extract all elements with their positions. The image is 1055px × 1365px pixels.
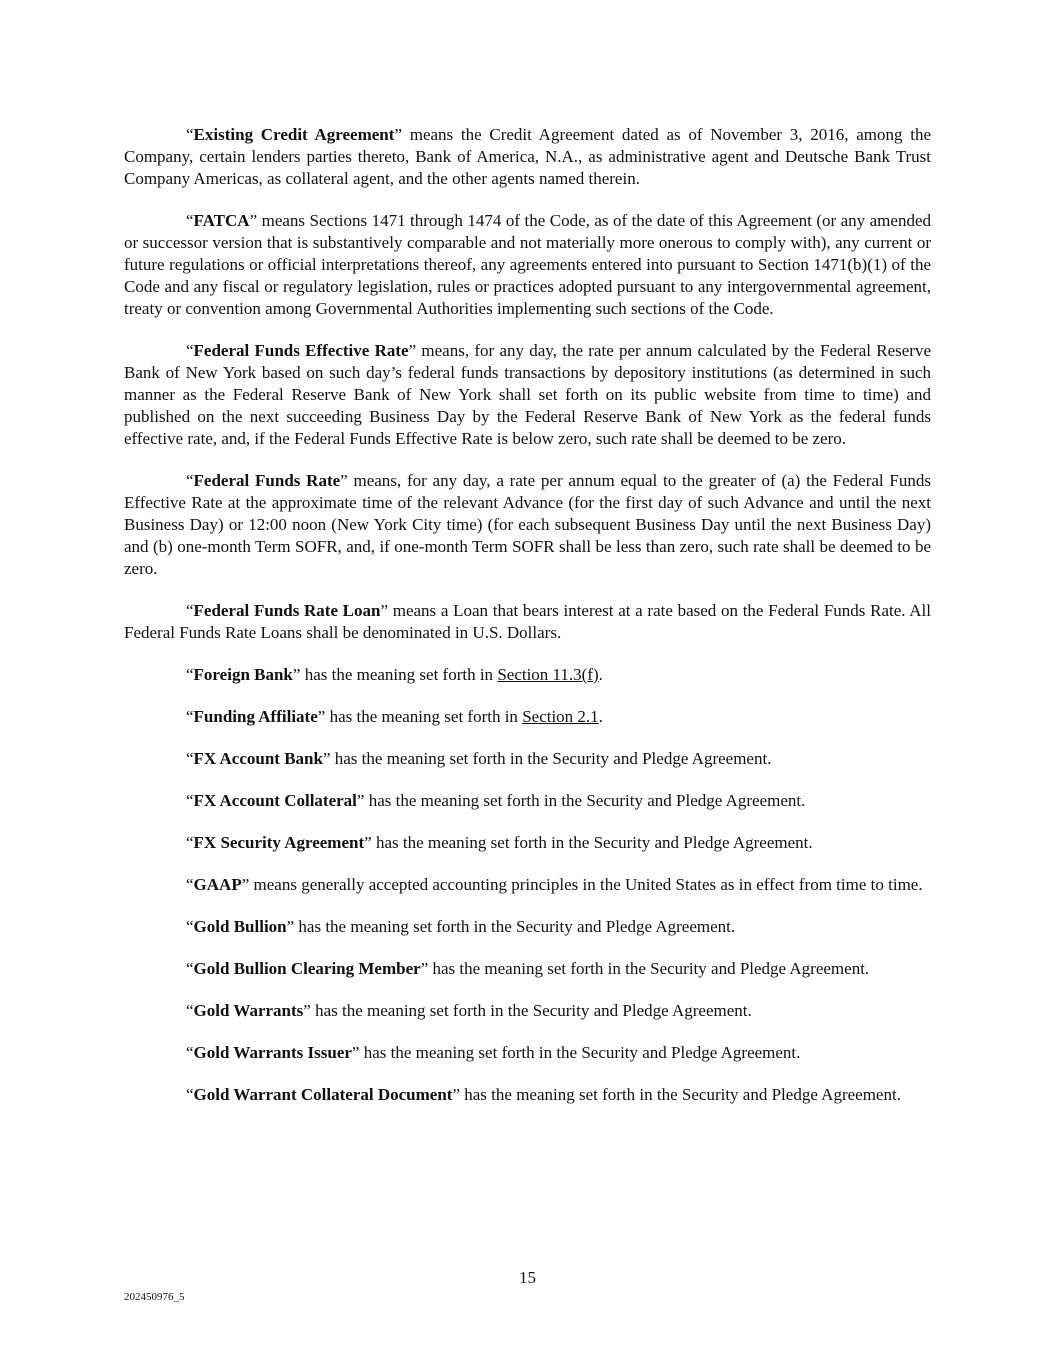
definition-text: has the meaning set forth in the Security and Pledge Agreement. bbox=[359, 1043, 801, 1062]
defined-term: FX Account Collateral bbox=[193, 791, 357, 810]
definition-text-end: . bbox=[598, 665, 603, 684]
definition-text-end: . bbox=[598, 707, 603, 726]
defined-term: FX Account Bank bbox=[193, 749, 323, 768]
definitions-list bbox=[124, 124, 931, 1126]
definition-text: has the meaning set forth in the Security and Pledge Agreement. bbox=[460, 1085, 901, 1104]
definition-gold-warrants-issuer: “Gold Warrants Issuer” has the meaning set forth in the Security and Pledge Agreement. bbox=[186, 1043, 801, 1062]
defined-term: Gold Warrant Collateral Document bbox=[193, 1085, 453, 1104]
definition-text: has the meaning set forth in the Security and Pledge Agreement. bbox=[371, 833, 813, 852]
defined-term: FX Security Agreement bbox=[193, 833, 365, 852]
definition-text: has the meaning set forth in the Security and Pledge Agreement. bbox=[364, 791, 806, 810]
defined-term: Federal Funds Effective Rate bbox=[193, 341, 409, 360]
definition-gold-bullion: “Gold Bullion” has the meaning set forth in the Security and Pledge Agreement. bbox=[186, 917, 736, 936]
definition-fx-account-collateral: “FX Account Collateral” has the meaning set forth in the Security and Pledge Agreement. bbox=[186, 791, 806, 810]
definition-fx-account-bank: “FX Account Bank” has the meaning set forth in the Security and Pledge Agreement. bbox=[186, 749, 772, 768]
definition-text: means Sections 1471 through 1474 of the Code, as of the date of this Agreement (or any amended or successor version that is substantively comparable and not materially more onerous to comply with), any current or future regulations or official interpretations thereof, any agreements entered into pursuant to Section 1471(b)(1) of the Code and any fiscal or regulatory legislation, rules or practices adopted pursuant to any intergovernmental agreement, treaty or convention among Governmental Authorities implementing such sections of the Code. bbox=[124, 211, 931, 318]
page-number: 15 bbox=[519, 1268, 536, 1287]
definition-existing-credit-agreement: “Existing Credit Agreement” means the Credit Agreement dated as of November 3, 2016, among the Company, certain lenders parties thereto, Bank of America, N.A., as administrative agent and Deutsche Bank Trust Company Americas, as collateral agent, and the other agents named therein. bbox=[124, 125, 932, 188]
definition-text: has the meaning set forth in the Security and Pledge Agreement. bbox=[428, 959, 870, 978]
definition-text: has the meaning set forth in the Security and Pledge Agreement. bbox=[294, 917, 736, 936]
definition-text: has the meaning set forth in the Security and Pledge Agreement. bbox=[330, 749, 772, 768]
definition-gaap: “GAAP” means generally accepted accounting principles in the United States as in effect from time to time. bbox=[186, 875, 923, 894]
definition-foreign-bank: “Foreign Bank” has the meaning set forth in Section 11.3(f). bbox=[186, 665, 603, 684]
defined-term: Gold Bullion bbox=[193, 917, 287, 936]
definition-text: has the meaning set forth in bbox=[325, 707, 523, 726]
definition-text: has the meaning set forth in bbox=[300, 665, 498, 684]
defined-term: Gold Warrants Issuer bbox=[193, 1043, 352, 1062]
definition-text: means generally accepted accounting principles in the United States as in effect from time to time. bbox=[249, 875, 923, 894]
definition-fx-security-agreement: “FX Security Agreement” has the meaning set forth in the Security and Pledge Agreement. bbox=[186, 833, 813, 852]
definition-text: means, for any day, the rate per annum calculated by the Federal Reserve Bank of New York based on such day’s federal funds transactions by depository institutions (as determined in such manner as the Federal Reserve Bank of New York shall set forth on its public website from time to time) and published on the next succeeding Business Day by the Federal Reserve Bank of New York as the federal funds effective rate, and, if the Federal Funds Effective Rate is below zero, such rate shall be deemed to be zero. bbox=[124, 341, 931, 448]
definition-text: means the Credit Agreement dated as of November 3, 2016, among the Company, certain lenders parties thereto, Bank of America, N.A., as administrative agent and Deutsche Bank Trust Company Americas, as collateral agent, and the other agents named therein. bbox=[124, 125, 932, 188]
document-id: 202450976_5 bbox=[124, 1291, 185, 1303]
defined-term: FATCA bbox=[193, 211, 250, 230]
definition-text: means a Loan that bears interest at a rate based on the Federal Funds Rate. All Federal Funds Rate Loans shall be denominated in U.S. Dollars. bbox=[124, 601, 931, 642]
defined-term: Federal Funds Rate bbox=[193, 471, 341, 490]
defined-term: Federal Funds Rate Loan bbox=[193, 601, 381, 620]
definition-gold-bullion-clearing-member: “Gold Bullion Clearing Member” has the meaning set forth in the Security and Pledge Agreement. bbox=[186, 959, 870, 978]
definition-gold-warrants: “Gold Warrants” has the meaning set forth in the Security and Pledge Agreement. bbox=[186, 1001, 752, 1020]
defined-term: Gold Warrants bbox=[193, 1001, 304, 1020]
defined-term: Funding Affiliate bbox=[193, 707, 318, 726]
definition-federal-funds-effective-rate: “Federal Funds Effective Rate” means, for any day, the rate per annum calculated by the Federal Reserve Bank of New York based on such day’s federal funds transactions by depository institutions (as determined in such manner as the Federal Reserve Bank of New York shall set forth on its public website from time to time) and published on the next succeeding Business Day by the Federal Reserve Bank of New York as the federal funds effective rate, and, if the Federal Funds Effective Rate is below zero, such rate shall be deemed to be zero. bbox=[124, 341, 931, 448]
defined-term: Existing Credit Agreement bbox=[193, 125, 395, 144]
definition-federal-funds-rate-loan: “Federal Funds Rate Loan” means a Loan that bears interest at a rate based on the Federal Funds Rate. All Federal Funds Rate Loans shall be denominated in U.S. Dollars. bbox=[124, 601, 931, 642]
definition-fatca: “FATCA” means Sections 1471 through 1474 of the Code, as of the date of this Agreement (or any amended or successor version that is substantively comparable and not materially more onerous to comply with), any current or future regulations or official interpretations thereof, any agreements entered into pursuant to Section 1471(b)(1) of the Code and any fiscal or regulatory legislation, rules or practices adopted pursuant to any intergovernmental agreement, treaty or convention among Governmental Authorities implementing such sections of the Code. bbox=[124, 211, 931, 318]
definition-text: has the meaning set forth in the Security and Pledge Agreement. bbox=[310, 1001, 752, 1020]
defined-term: Foreign Bank bbox=[193, 665, 293, 684]
defined-term: Gold Bullion Clearing Member bbox=[193, 959, 421, 978]
section-reference-link[interactable]: Section 2.1 bbox=[522, 707, 599, 726]
definition-gold-warrant-collateral-document: “Gold Warrant Collateral Document” has the meaning set forth in the Security and Pledge Agreement. bbox=[186, 1085, 901, 1104]
section-reference-link[interactable]: Section 11.3(f) bbox=[497, 665, 599, 684]
defined-term: GAAP bbox=[193, 875, 242, 894]
definition-funding-affiliate: “Funding Affiliate” has the meaning set forth in Section 2.1. bbox=[186, 707, 603, 726]
definition-text: means, for any day, a rate per annum equal to the greater of (a) the Federal Funds Effective Rate at the approximate time of the relevant Advance (for the first day of such Advance and until the next Business Day) or 12:00 noon (New York City time) (for each subsequent Business Day until the next Business Day) and (b) one-month Term SOFR, and, if one-month Term SOFR shall be less than zero, such rate shall be deemed to be zero. bbox=[124, 471, 931, 578]
definition-federal-funds-rate: “Federal Funds Rate” means, for any day, a rate per annum equal to the greater of (a) the Federal Funds Effective Rate at the approximate time of the relevant Advance (for the first day of such Advance and until the next Business Day) or 12:00 noon (New York City time) (for each subsequent Business Day until the next Business Day) and (b) one-month Term SOFR, and, if one-month Term SOFR shall be less than zero, such rate shall be deemed to be zero. bbox=[124, 471, 931, 578]
